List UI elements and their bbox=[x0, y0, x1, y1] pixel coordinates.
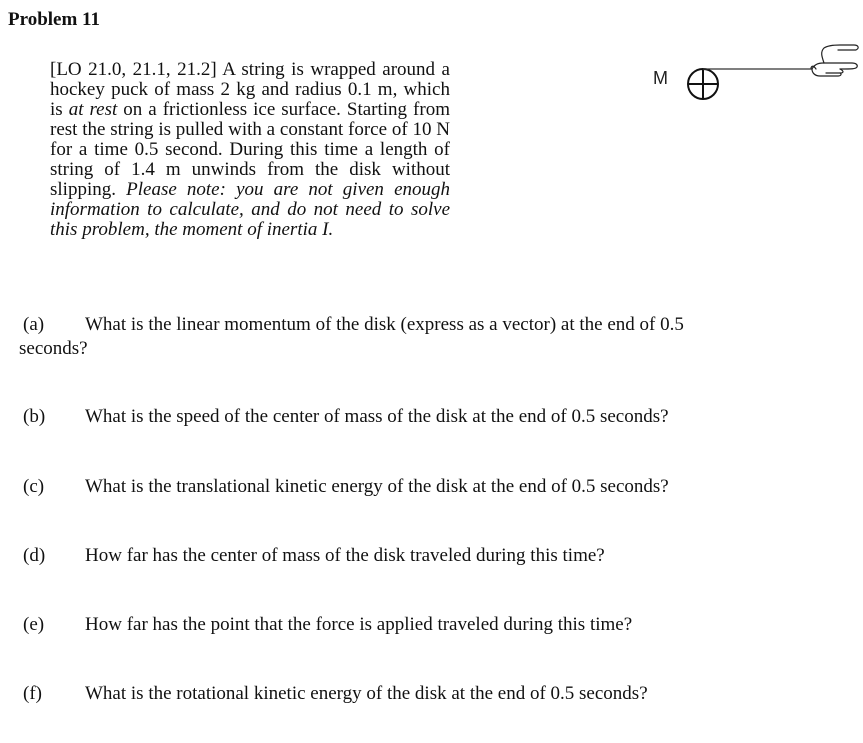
question-d bbox=[23, 544, 605, 567]
question-text: How far has the center of mass of the disk traveled during this time? bbox=[85, 545, 605, 566]
question-text: How far has the point that the force is applied traveled during this time? bbox=[85, 614, 633, 635]
statement-text-2: on a frictionless ice surface. Starting from rest the string is pulled with a constant force of 10 N for a time 0.5 second. During this time a length of string of 1.4 m unwinds from the disk without slipping. bbox=[50, 99, 450, 200]
mass-label: M bbox=[653, 68, 668, 88]
question-a-continuation: seconds? bbox=[19, 338, 88, 359]
statement-at-rest: at rest bbox=[68, 99, 118, 120]
problem-title: Problem 11 bbox=[8, 9, 101, 30]
question-letter: (c) bbox=[23, 476, 45, 497]
question-e bbox=[23, 613, 632, 636]
question-letter: (b) bbox=[23, 406, 46, 427]
question-letter: (a) bbox=[23, 314, 45, 335]
statement-note: Please note: you are not given enough information to calculate, and do not need to solve this problem, the moment of inertia I. bbox=[50, 179, 450, 240]
question-c bbox=[23, 475, 669, 498]
statement-text-1: [LO 21.0, 21.1, 21.2] A string is wrapped around a hockey puck of mass 2 kg and radius 0.1 m, which is bbox=[50, 59, 450, 120]
question-b bbox=[23, 405, 669, 428]
problem-statement bbox=[50, 60, 450, 240]
puck-disk bbox=[688, 69, 718, 99]
question-f bbox=[23, 682, 648, 705]
puck-diagram bbox=[640, 35, 863, 115]
question-text: What is the speed of the center of mass of the disk at the end of 0.5 seconds? bbox=[85, 406, 669, 427]
question-text: What is the linear momentum of the disk (express as a vector) at the end of 0.5 bbox=[85, 314, 684, 335]
question-a bbox=[23, 313, 684, 336]
question-letter: (e) bbox=[23, 614, 45, 635]
question-text: What is the translational kinetic energy of the disk at the end of 0.5 seconds? bbox=[85, 476, 669, 497]
hand-pulling-string-icon bbox=[811, 45, 858, 76]
question-letter: (d) bbox=[23, 545, 46, 566]
question-text: What is the rotational kinetic energy of the disk at the end of 0.5 seconds? bbox=[85, 683, 648, 704]
question-letter: (f) bbox=[23, 683, 42, 704]
